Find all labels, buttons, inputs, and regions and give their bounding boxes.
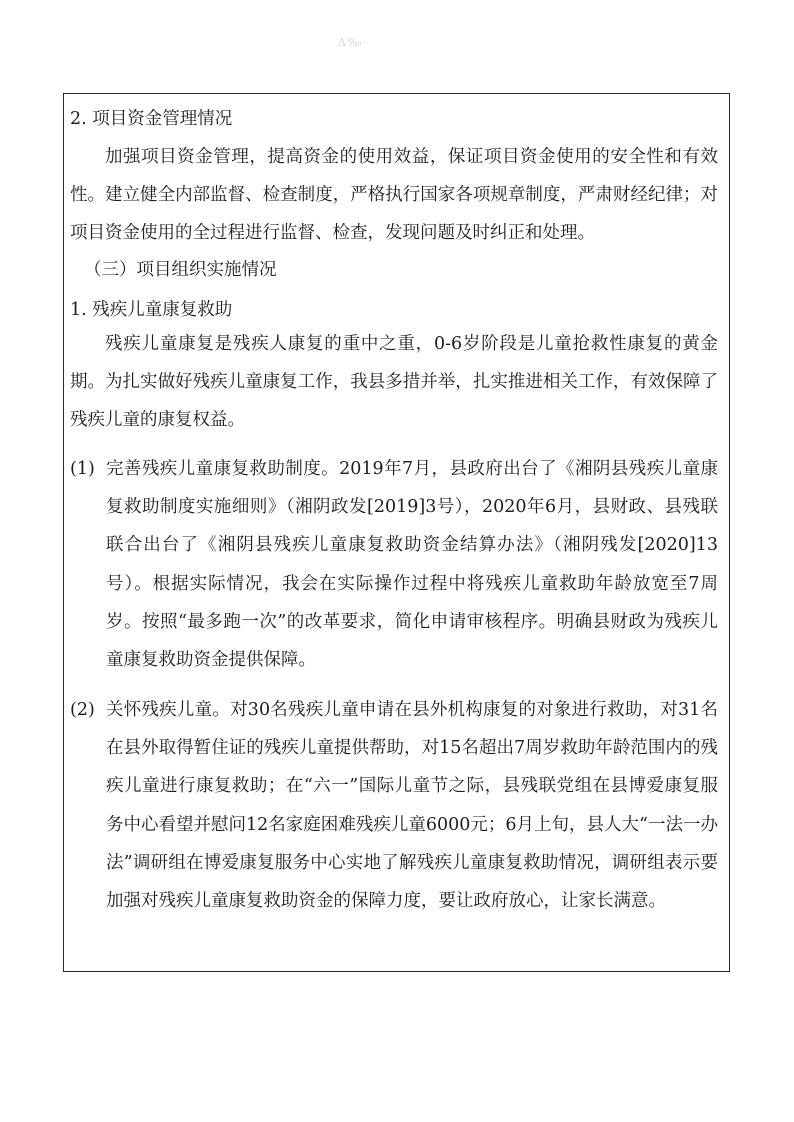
subsection-1-intro: 残疾儿童康复是残疾人康复的重中之重，0-6岁阶段是儿童抢救性康复的黄金期。为扎实做好残疾儿童康复工作，我县多措并举，扎实推进相关工作，有效保障了残疾儿童的康复权益。	[70, 334, 718, 430]
section-2-heading: 2. 项目资金管理情况	[70, 109, 233, 129]
section-3-heading: （三）项目组织实施情况	[84, 260, 277, 280]
list-item-2-number: (2)	[70, 700, 95, 720]
list-item-1-text: 完善残疾儿童康复救助制度。2019年7月，县政府出台了《湘阴县残疾儿童康复救助制度实施细则》（湘阴政发[2019]3号），2020年6月，县财政、县残联联合出台了《湘阴县残疾儿童康复救助资金结算办法》（湘阴残发[2020]13号）。根据实际情况，我会在实际操作过程中将残疾儿童救助年龄放宽至7周岁。按照“最多跑一次”的改革要求，简化申请审核程序。明确县财政为残疾儿童康复救助资金提供保障。	[106, 459, 718, 671]
list-item-2-text: 关怀残疾儿童。对30名残疾儿童申请在县外机构康复的对象进行救助，对31名在县外取得暂住证的残疾儿童提供帮助，对15名超出7周岁救助年龄范围内的残疾儿童进行康复救助；在“六一”国际儿童节之际，县残联党组在县博爱康复服务中心看望并慰问12名家庭困难残疾儿童6000元；6月上旬，县人大“一法一办法”调研组在博爱康复服务中心实地了解残疾儿童康复救助情况，调研组表示要加强对残疾儿童康复救助资金的保障力度，要让政府放心，让家长满意。	[106, 700, 718, 912]
section-2-body: 加强项目资金管理，提高资金的使用效益，保证项目资金使用的安全性和有效性。建立健全内部监督、检查制度，严格执行国家各项规章制度，严肃财经纪律；对项目资金使用的全过程进行监督、检查，发现问题及时纠正和处理。	[70, 147, 718, 243]
subsection-1-heading: 1. 残疾儿童康复救助	[70, 300, 233, 320]
list-item-1-number: (1)	[70, 459, 95, 479]
scan-header-mark: Δ‰·	[338, 36, 368, 49]
list-item-1	[70, 450, 718, 679]
list-item-2	[70, 691, 718, 920]
